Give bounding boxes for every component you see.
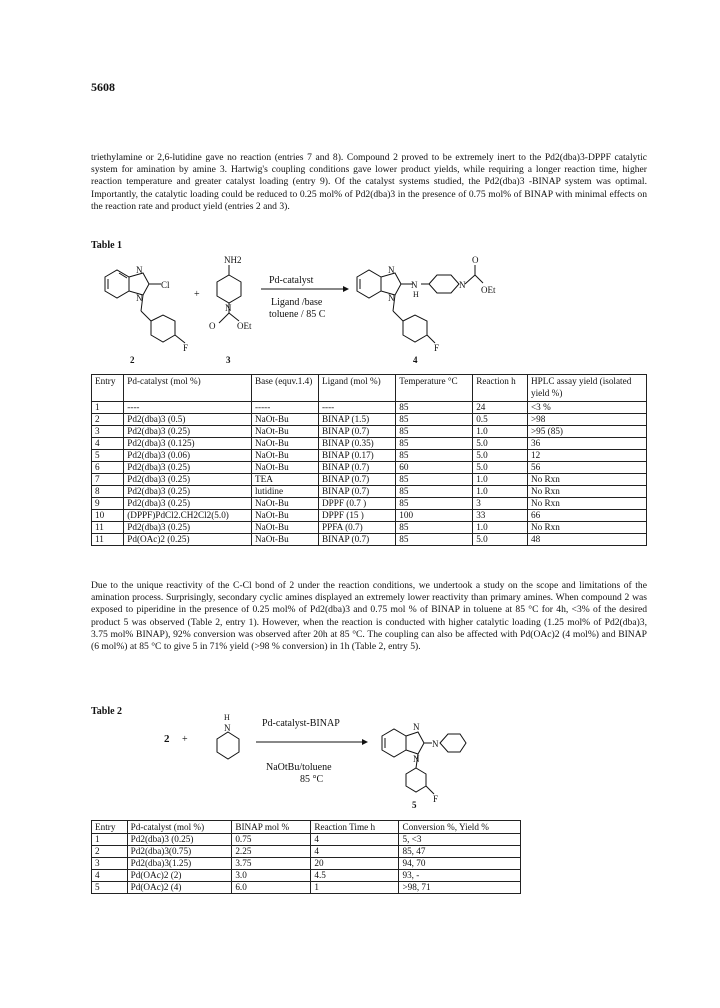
table1-header-cell: Base (equv.1.4) <box>252 375 319 402</box>
table2-row-cell: 93, - <box>399 870 521 882</box>
table1-row-cell: 1.0 <box>473 522 528 534</box>
table2-row-cell: >98, 71 <box>399 882 521 894</box>
table1-row-cell: 33 <box>473 510 528 522</box>
table2-row-cell: 6.0 <box>232 882 311 894</box>
table2-row <box>92 834 521 846</box>
atom-label: F <box>183 343 189 353</box>
atom-label: N <box>413 722 420 732</box>
table2-header-cell: Conversion %, Yield % <box>399 821 521 834</box>
table1-row-cell: BINAP (0.7) <box>319 462 396 474</box>
table1-row-cell: 1.0 <box>473 474 528 486</box>
table1-row-cell: DPPF (0.7 ) <box>319 498 396 510</box>
paragraph-discussion: Due to the unique reactivity of the C-Cl bond of 2 under the reaction conditions, we undertook a study on the scope and limitations of the amination process. Surprisingly, secondary cyclic amines displayed an extremely lower reactivity than primary amines. When compound 2 was exposed to piperidine in the presence of 0.25 mol% of Pd2(dba)3 and 0.75 mol % of BINAP in toluene at 85 °C for 4h, <3% of the desired product 5 was observed (Table 2, entry 1). However, when the reaction is conducted with higher catalytic loading (1.25 mol% of Pd2(dba)3, 3.75 mol% BINAP), 92% conversion was observed after 20h at 85 °C. The coupling can also be affected with Pd(OAc)2 (4 mol%) and BINAP (6 mol%) at 85 °C to give 5 in 71% yield (>98 % conversion) in 1h (Table 2, entry 5). <box>91 580 647 653</box>
table1-row-cell: NaOt-Bu <box>252 510 319 522</box>
atom-label: O <box>472 255 479 265</box>
table1-header-cell: Reaction h <box>473 375 528 402</box>
table2-row-cell: Pd(OAc)2 (2) <box>127 870 232 882</box>
table1-caption: Table 1 <box>91 240 123 251</box>
table1-row-cell: BINAP (0.35) <box>319 438 396 450</box>
atom-label: Cl <box>161 280 170 290</box>
table1-header-cell: Pd-catalyst (mol %) <box>124 375 252 402</box>
table1-row-cell: Pd2(dba)3 (0.125) <box>124 438 252 450</box>
table1-row-cell: 1.0 <box>473 486 528 498</box>
table1-row-cell: 85 <box>396 402 473 414</box>
table2-row <box>92 870 521 882</box>
table1-row <box>92 486 647 498</box>
plus-sign: + <box>182 734 188 745</box>
atom-label: F <box>434 343 440 353</box>
table2-row-cell: 4 <box>311 846 399 858</box>
table1-row-cell: Pd2(dba)3 (0.25) <box>124 462 252 474</box>
table2-row <box>92 858 521 870</box>
table1-row-cell: Pd2(dba)3 (0.25) <box>124 426 252 438</box>
table2-row-cell: Pd(OAc)2 (4) <box>127 882 232 894</box>
table1-row-cell: TEA <box>252 474 319 486</box>
compound-2-structure <box>105 270 185 343</box>
table1-row <box>92 498 647 510</box>
table1-row-cell: Pd2(dba)3 (0.25) <box>124 486 252 498</box>
table1-row-cell: 7 <box>92 474 124 486</box>
paragraph-intro: triethylamine or 2,6-lutidine gave no reaction (entries 7 and 8). Compound 2 proved to be extremely inert to the Pd2(dba)3-DPPF catalytic system for amination by amine 3. Hartwig's coupling conditions gave lower product yields, while requiring a longer reaction time, higher reaction temperature and greater catalyst loading (entry 9). Of the catalyst systems studied, the Pd2(dba)3 -BINAP system was optimal. Importantly, the catalytic loading could be reduced to 0.25 mol% of Pd2(dba)3 in the presence of 0.75 mol% of BINAP with minimal effects on the reaction rate and product yield (entries 2 and 3). <box>91 152 647 212</box>
table1-row-cell: NaOt-Bu <box>252 438 319 450</box>
table1-row-cell: 85 <box>396 522 473 534</box>
atom-label: OEt <box>481 285 496 295</box>
table2-row-cell: 3.0 <box>232 870 311 882</box>
table1-row-cell: 5.0 <box>473 462 528 474</box>
table1-row-cell: No Rxn <box>528 486 647 498</box>
table1-row-cell: NaOt-Bu <box>252 498 319 510</box>
table1-row-cell: 85 <box>396 486 473 498</box>
table1-row-cell: 3 <box>473 498 528 510</box>
compound-4-structure <box>357 265 483 343</box>
table1-row-cell: PPFA (0.7) <box>319 522 396 534</box>
table1-row-cell: 24 <box>473 402 528 414</box>
table1-row-cell: 2 <box>92 414 124 426</box>
table1-row-cell: 6 <box>92 462 124 474</box>
atom-label: N <box>388 265 395 275</box>
table1-row-cell: lutidine <box>252 486 319 498</box>
table1-header-cell: Temperature °C <box>396 375 473 402</box>
reagent-text: Pd-catalyst <box>269 275 314 286</box>
table1-row-cell: 85 <box>396 426 473 438</box>
table2-row-cell: Pd2(dba)3 (0.25) <box>127 834 232 846</box>
table2-row-cell: 5, <3 <box>399 834 521 846</box>
table1-header-row <box>92 375 647 402</box>
atom-label: N <box>411 280 418 290</box>
reagent-text: Ligand /base <box>271 297 323 308</box>
table1-row-cell: 4 <box>92 438 124 450</box>
table1-row-cell: BINAP (1.5) <box>319 414 396 426</box>
table1-row <box>92 414 647 426</box>
table2-row-cell: 2 <box>92 846 128 858</box>
atom-label: O <box>209 321 216 331</box>
table1-row <box>92 522 647 534</box>
table1-row-cell: 56 <box>528 462 647 474</box>
table1-row-cell: ---- <box>124 402 252 414</box>
table1-row-cell: (DPPF)PdCl2.CH2Cl2(5.0) <box>124 510 252 522</box>
table2-row <box>92 846 521 858</box>
table1-header-cell: Entry <box>92 375 124 402</box>
table1-row-cell: ----- <box>252 402 319 414</box>
table2 <box>91 820 521 894</box>
table1-row-cell: BINAP (0.7) <box>319 534 396 546</box>
table1-row-cell: Pd2(dba)3 (0.25) <box>124 498 252 510</box>
table1-row-cell: 8 <box>92 486 124 498</box>
reagent-text: NaOtBu/toluene <box>266 762 332 773</box>
page-number: 5608 <box>91 80 115 94</box>
table1-row-cell: 3 <box>92 426 124 438</box>
table1-row-cell: >95 (85) <box>528 426 647 438</box>
table2-header-row <box>92 821 521 834</box>
atom-label: H <box>224 713 230 722</box>
table2-caption: Table 2 <box>91 706 123 717</box>
table1-row-cell: 1.0 <box>473 426 528 438</box>
table1-row-cell: <3 % <box>528 402 647 414</box>
table2-header-cell: Reaction Time h <box>311 821 399 834</box>
table2-row-cell: Pd2(dba)3(1.25) <box>127 858 232 870</box>
table2-row-cell: 3.75 <box>232 858 311 870</box>
table1-row-cell: 12 <box>528 450 647 462</box>
table1-row-cell: No Rxn <box>528 498 647 510</box>
table1-row-cell: ---- <box>319 402 396 414</box>
table1-row-cell: BINAP (0.7) <box>319 486 396 498</box>
table2-header-cell: Pd-catalyst (mol %) <box>127 821 232 834</box>
compound-3-structure <box>217 265 241 323</box>
table1-row <box>92 474 647 486</box>
table1-header-cell: Ligand (mol %) <box>319 375 396 402</box>
compound-label: 3 <box>226 355 231 365</box>
table1-row <box>92 450 647 462</box>
table1-row-cell: NaOt-Bu <box>252 462 319 474</box>
table2-row-cell: 5 <box>92 882 128 894</box>
table1-row <box>92 462 647 474</box>
table1-row-cell: 85 <box>396 498 473 510</box>
table1-row-cell: DPPF (15 ) <box>319 510 396 522</box>
table2-row-cell: 85, 47 <box>399 846 521 858</box>
table1 <box>91 374 647 546</box>
table1-row-cell: 100 <box>396 510 473 522</box>
table2-row-cell: 1 <box>311 882 399 894</box>
table1-row-cell: NaOt-Bu <box>252 534 319 546</box>
table1-row-cell: 85 <box>396 414 473 426</box>
table1-row-cell: 5 <box>92 450 124 462</box>
table2-reaction-scheme <box>150 712 530 810</box>
table1-row <box>92 426 647 438</box>
atom-label: H <box>413 290 419 299</box>
table1-row <box>92 510 647 522</box>
table1-row-cell: NaOt-Bu <box>252 414 319 426</box>
atom-label: N <box>225 303 232 313</box>
table1-row-cell: BINAP (0.7) <box>319 426 396 438</box>
table2-row-cell: 1 <box>92 834 128 846</box>
table1-row-cell: NaOt-Bu <box>252 522 319 534</box>
reagent-text: toluene / 85 C <box>269 309 326 320</box>
table2-row-cell: 94, 70 <box>399 858 521 870</box>
table1-row-cell: Pd(OAc)2 (0.25) <box>124 534 252 546</box>
piperidine-structure <box>217 732 239 759</box>
table1-row-cell: BINAP (0.7) <box>319 474 396 486</box>
atom-label: N <box>413 754 420 764</box>
table1-row-cell: No Rxn <box>528 522 647 534</box>
atom-label: NH2 <box>224 255 242 265</box>
table1-row-cell: BINAP (0.17) <box>319 450 396 462</box>
table1-row-cell: 85 <box>396 450 473 462</box>
table1-row-cell: 60 <box>396 462 473 474</box>
table2-row-cell: 3 <box>92 858 128 870</box>
table1-row-cell: 11 <box>92 522 124 534</box>
table1-row-cell: Pd2(dba)3 (0.25) <box>124 474 252 486</box>
table2-row-cell: 4 <box>311 834 399 846</box>
table2-row-cell: 20 <box>311 858 399 870</box>
atom-label: OEt <box>237 321 252 331</box>
table1-row-cell: Pd2(dba)3 (0.5) <box>124 414 252 426</box>
reagent-text: Pd-catalyst-BINAP <box>262 718 340 729</box>
table1-row-cell: Pd2(dba)3 (0.06) <box>124 450 252 462</box>
table2-row-cell: Pd2(dba)3(0.75) <box>127 846 232 858</box>
table2-row-cell: 0.75 <box>232 834 311 846</box>
atom-label: F <box>433 794 439 804</box>
table2-row-cell: 4.5 <box>311 870 399 882</box>
table1-row-cell: >98 <box>528 414 647 426</box>
table1-row-cell: 66 <box>528 510 647 522</box>
table1-row-cell: 11 <box>92 534 124 546</box>
atom-label: N <box>432 739 439 749</box>
plus-sign: + <box>194 289 200 300</box>
compound-label: 4 <box>413 355 418 365</box>
table1-row-cell: 85 <box>396 438 473 450</box>
table2-header-cell: Entry <box>92 821 128 834</box>
table1-row-cell: 10 <box>92 510 124 522</box>
table1-row <box>92 438 647 450</box>
compound-5-structure <box>382 729 466 794</box>
table1-row-cell: 9 <box>92 498 124 510</box>
atom-label: N <box>136 265 143 275</box>
compound-label: 2 <box>164 733 170 745</box>
atom-label: N <box>459 280 466 290</box>
table1-row-cell: 5.0 <box>473 438 528 450</box>
table1-row-cell: 0.5 <box>473 414 528 426</box>
table1-row-cell: 85 <box>396 474 473 486</box>
table1-reaction-scheme <box>91 255 561 367</box>
table2-row-cell: 4 <box>92 870 128 882</box>
table1-row-cell: No Rxn <box>528 474 647 486</box>
table1-row <box>92 402 647 414</box>
table1-row-cell: 1 <box>92 402 124 414</box>
atom-label: N <box>388 293 395 303</box>
table1-row-cell: Pd2(dba)3 (0.25) <box>124 522 252 534</box>
table1-row-cell: 48 <box>528 534 647 546</box>
table2-row-cell: 2.25 <box>232 846 311 858</box>
table1-row-cell: NaOt-Bu <box>252 426 319 438</box>
compound-label: 5 <box>412 800 417 810</box>
table1-row-cell: 85 <box>396 534 473 546</box>
compound-label: 2 <box>130 355 135 365</box>
table2-row <box>92 882 521 894</box>
table1-row-cell: 5.0 <box>473 450 528 462</box>
atom-label: N <box>136 293 143 303</box>
atom-label: N <box>224 723 231 733</box>
table1-row <box>92 534 647 546</box>
table1-row-cell: 36 <box>528 438 647 450</box>
reagent-text: 85 °C <box>300 774 324 785</box>
table1-row-cell: NaOt-Bu <box>252 450 319 462</box>
table2-header-cell: BINAP mol % <box>232 821 311 834</box>
table1-header-cell: HPLC assay yield (isolated yield %) <box>528 375 647 402</box>
table1-row-cell: 5.0 <box>473 534 528 546</box>
